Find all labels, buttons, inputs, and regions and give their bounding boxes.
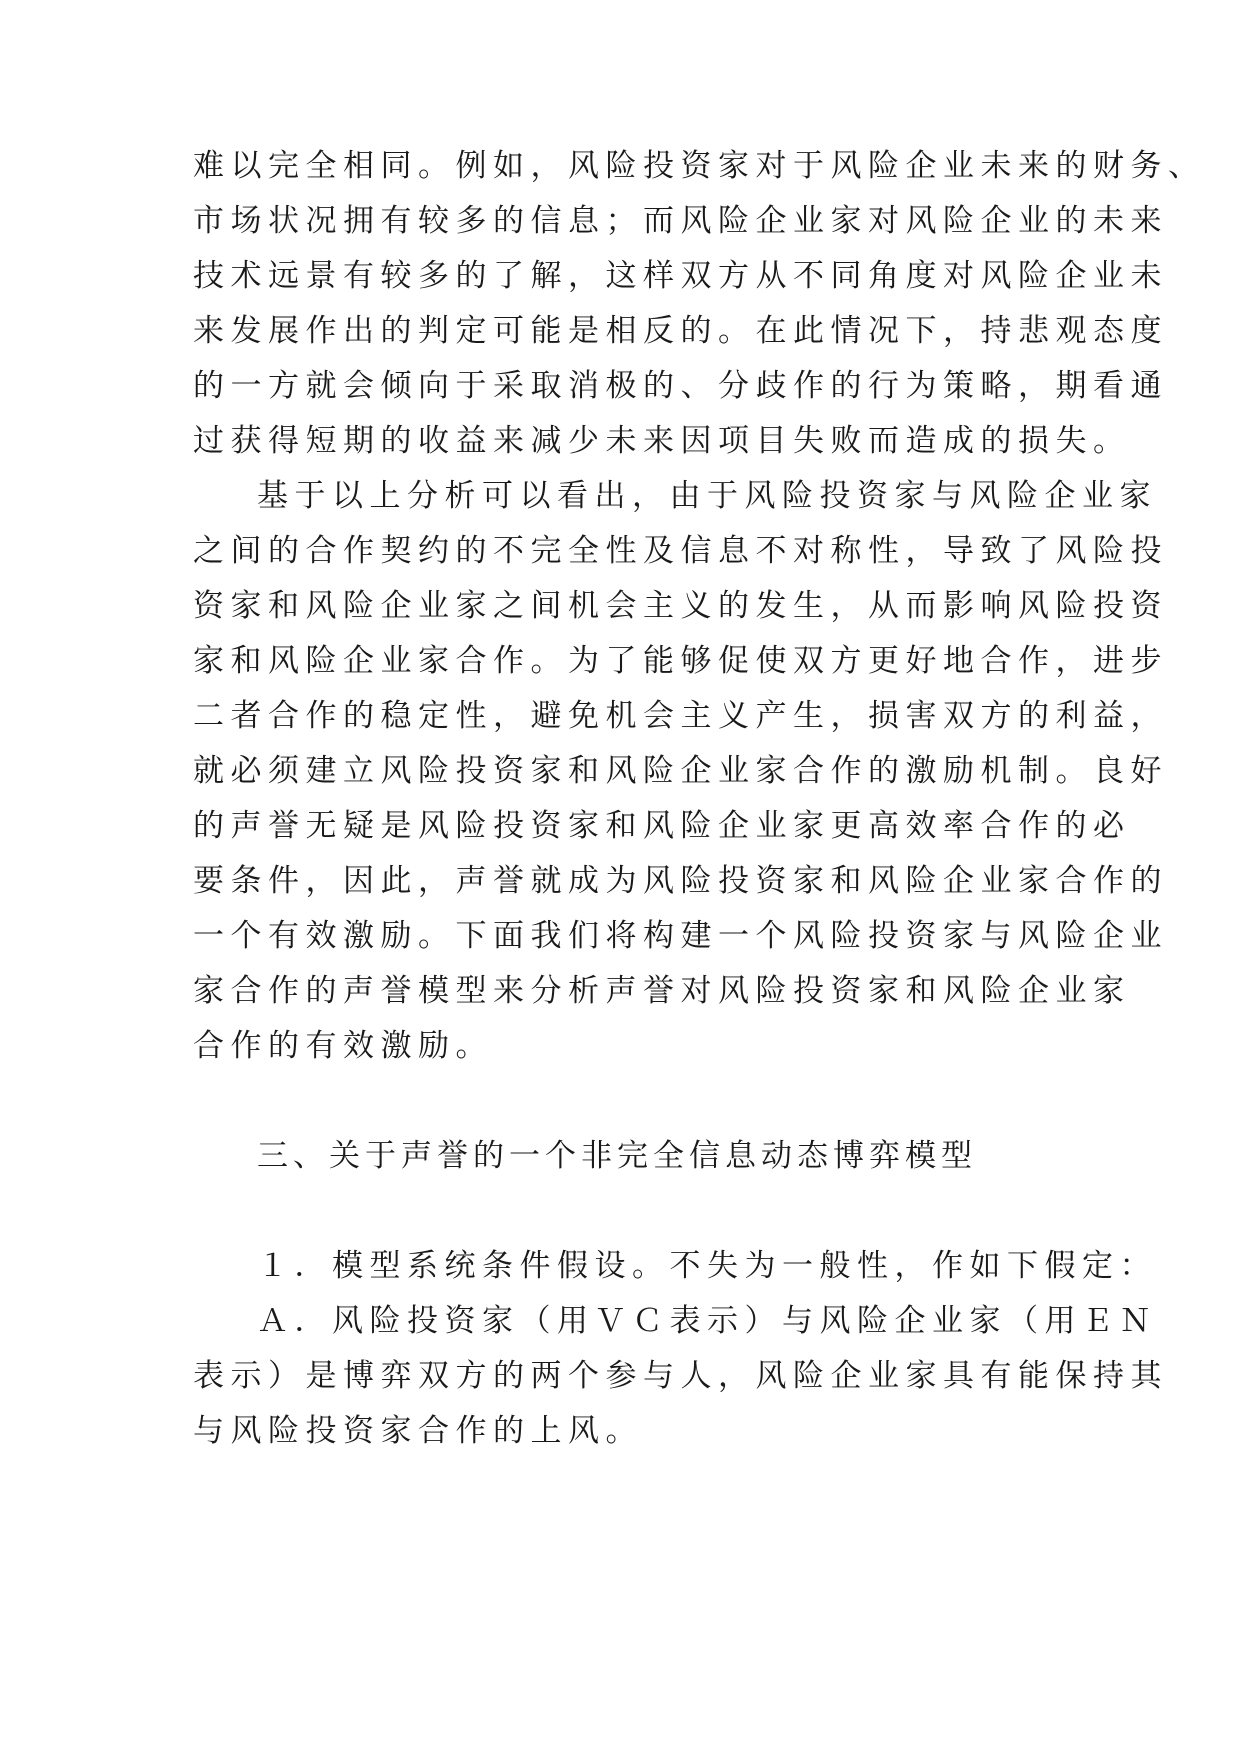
- text-line: 来发展作出的判定可能是相反的。在此情况下，持悲观态度: [193, 313, 1168, 349]
- text-line: 合作的有效激励。: [193, 1028, 493, 1064]
- section-heading: 三、关于声誉的一个非完全信息动态博弈模型: [257, 1138, 977, 1174]
- text-line: Ａ．风险投资家（用ＶＣ表示）与风险企业家（用ＥＮ: [257, 1303, 1157, 1339]
- text-line: 资家和风险企业家之间机会主义的发生，从而影响风险投资: [193, 588, 1168, 624]
- text-line: 之间的合作契约的不完全性及信息不对称性，导致了风险投: [193, 533, 1168, 569]
- text-line: 的一方就会倾向于采取消极的、分歧作的行为策略，期看通: [193, 368, 1168, 404]
- text-line: 技术远景有较多的了解，这样双方从不同角度对风险企业未: [193, 258, 1168, 294]
- text-line: 二者合作的稳定性，避免机会主义产生，损害双方的利益，: [193, 698, 1168, 734]
- text-line: 市场状况拥有较多的信息；而风险企业家对风险企业的未来: [193, 203, 1168, 239]
- text-line: 过获得短期的收益来减少未来因项目失败而造成的损失。: [193, 423, 1131, 459]
- text-line: 表示）是博弈双方的两个参与人，风险企业家具有能保持其: [193, 1358, 1168, 1394]
- text-line: 难以完全相同。例如，风险投资家对于风险企业未来的财务、: [193, 148, 1206, 184]
- text-line: １．模型系统条件假设。不失为一般性，作如下假定：: [257, 1248, 1157, 1284]
- text-line: 基于以上分析可以看出，由于风险投资家与风险企业家: [257, 478, 1157, 514]
- text-line: 一个有效激励。下面我们将构建一个风险投资家与风险企业: [193, 918, 1168, 954]
- text-line: 就必须建立风险投资家和风险企业家合作的激励机制。良好: [193, 753, 1168, 789]
- text-line: 要条件，因此，声誉就成为风险投资家和风险企业家合作的: [193, 863, 1168, 899]
- text-line: 家合作的声誉模型来分析声誉对风险投资家和风险企业家: [193, 973, 1131, 1009]
- text-line: 家和风险企业家合作。为了能够促使双方更好地合作，进步: [193, 643, 1168, 679]
- text-line: 与风险投资家合作的上风。: [193, 1413, 643, 1449]
- text-line: 的声誉无疑是风险投资家和风险企业家更高效率合作的必: [193, 808, 1131, 844]
